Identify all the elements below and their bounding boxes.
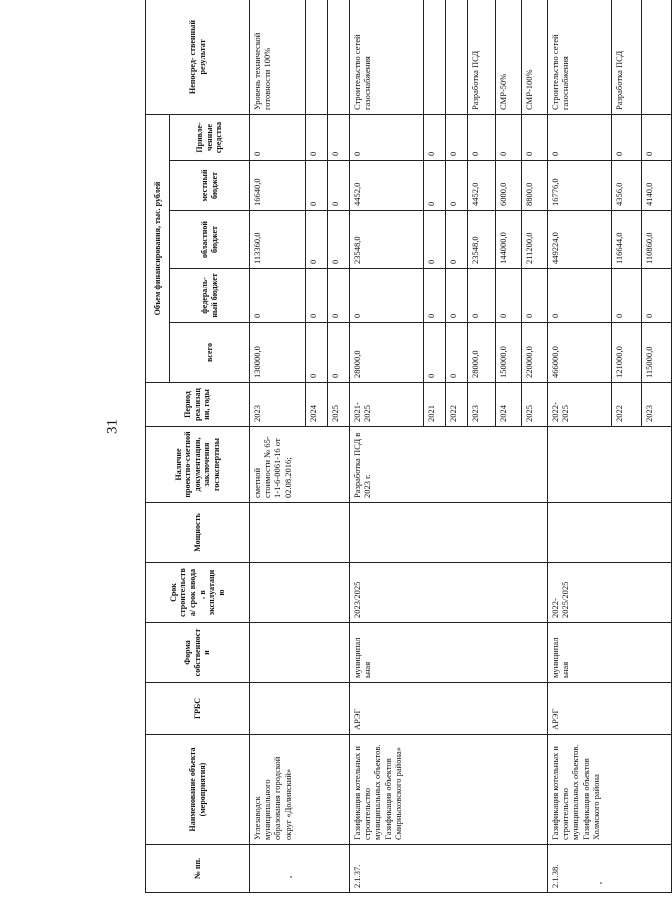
cell-total: 121000,0: [612, 323, 642, 383]
cell-total: 150000,0: [496, 323, 522, 383]
cell-num: 2.1.37.: [350, 845, 548, 893]
page-number: 31: [104, 419, 121, 434]
cell-period: 2025: [328, 383, 350, 427]
cell-federal: 0: [612, 269, 642, 323]
header-name: Наименование объекта (мероприятия): [146, 735, 250, 845]
header-total: всего: [170, 323, 250, 383]
table-body: [250, 0, 672, 893]
table-row: [548, 0, 612, 893]
cell-federal: 0: [522, 269, 548, 323]
cell-federal: 0: [446, 269, 468, 323]
cell-period: 2021: [424, 383, 446, 427]
header-local: местный бюджет: [170, 161, 250, 211]
cell-regional: 449224,0: [548, 211, 612, 269]
cell-period: 2024: [496, 383, 522, 427]
rotated-table-container: [145, 0, 654, 893]
cell-local: 0: [424, 161, 446, 211]
cell-period: 2021-2025: [350, 383, 424, 427]
header-construction-period: Срок строительства/ срок ввода в эксплуатацию: [146, 563, 250, 623]
cell-local: 4140,0: [642, 161, 672, 211]
cell-result: СМР-50%: [496, 0, 522, 114]
cell-local: 4452,0: [350, 161, 424, 211]
cell-result: Разработка ПСД: [468, 0, 496, 114]
header-federal: федераль- ный бюджет: [170, 269, 250, 323]
cell-period: 2023: [468, 383, 496, 427]
header-grbs: ГРБС: [146, 683, 250, 735]
cell-private: 0: [424, 114, 446, 160]
header-period: Период реализации, годы: [146, 383, 250, 427]
funding-table: [145, 0, 672, 893]
cell-period: 2023: [642, 383, 672, 427]
scan-speck: [290, 876, 292, 878]
table-row: [250, 0, 306, 893]
header-num: № пп.: [146, 845, 250, 893]
table-row: [350, 0, 424, 893]
cell-local: 16776,0: [548, 161, 612, 211]
cell-name: Газификация котельных и строительство муниципальных объектов. Газификация объектов Холмского района: [548, 735, 672, 845]
cell-period: 2022: [612, 383, 642, 427]
cell-name: Углезаводск муниципального образования городской округ «Долинский»: [250, 735, 350, 845]
cell-total: 130000,0: [250, 323, 306, 383]
cell-period: 2023: [250, 383, 306, 427]
header-ownership: Форма собственности: [146, 623, 250, 683]
cell-construction-period: 2022-2025/2025: [548, 563, 672, 623]
cell-private: 0: [250, 114, 306, 160]
cell-num: [250, 845, 350, 893]
cell-total: 220000,0: [522, 323, 548, 383]
cell-private: 0: [446, 114, 468, 160]
cell-regional: 116644,0: [612, 211, 642, 269]
cell-regional: 0: [328, 211, 350, 269]
cell-regional: 0: [306, 211, 328, 269]
cell-total: 0: [446, 323, 468, 383]
header-psd: Наличие проектно-сметной документации, заключения госэкспертизы: [146, 427, 250, 503]
cell-grbs: АРЭГ: [548, 683, 672, 735]
cell-regional: 0: [446, 211, 468, 269]
cell-construction-period: [250, 563, 350, 623]
cell-local: 16640,0: [250, 161, 306, 211]
cell-psd: сметной стоимости № 65-1-1-6-0061-16 от 02.08.2016;: [250, 427, 350, 503]
cell-regional: 144000,0: [496, 211, 522, 269]
cell-period: 2022-2025: [548, 383, 612, 427]
cell-period: 2024: [306, 383, 328, 427]
header-capacity: Мощность: [146, 503, 250, 563]
cell-federal: 0: [328, 269, 350, 323]
cell-federal: 0: [424, 269, 446, 323]
cell-federal: 0: [496, 269, 522, 323]
cell-private: 0: [468, 114, 496, 160]
cell-local: 4356,0: [612, 161, 642, 211]
cell-local: 0: [306, 161, 328, 211]
cell-period: 2025: [522, 383, 548, 427]
cell-total: 0: [328, 323, 350, 383]
cell-grbs: АРЭГ: [350, 683, 548, 735]
cell-grbs: [250, 683, 350, 735]
cell-regional: 0: [424, 211, 446, 269]
cell-federal: 0: [250, 269, 306, 323]
cell-total: 28000,0: [468, 323, 496, 383]
cell-private: 0: [306, 114, 328, 160]
cell-name: Газификация котельных и строительство муниципальных объектов. Газификация объектов Смирныховского района»: [350, 735, 548, 845]
cell-result: Строительство сетей газоснабжения: [350, 0, 424, 114]
cell-ownership: муниципал ьная: [548, 623, 672, 683]
cell-construction-period: 2023/2025: [350, 563, 548, 623]
cell-private: 0: [328, 114, 350, 160]
cell-result: Разработка ПСД: [612, 0, 642, 114]
cell-total: 0: [424, 323, 446, 383]
cell-local: 0: [446, 161, 468, 211]
cell-total: 28000,0: [350, 323, 424, 383]
cell-capacity: [548, 503, 672, 563]
cell-capacity: [250, 503, 350, 563]
cell-regional: 23548,0: [468, 211, 496, 269]
cell-result: [424, 0, 446, 114]
cell-total: 115000,0: [642, 323, 672, 383]
cell-result: [446, 0, 468, 114]
cell-federal: 0: [468, 269, 496, 323]
cell-num: 2.1.38.: [548, 845, 672, 893]
cell-ownership: [250, 623, 350, 683]
scan-speck: [203, 597, 205, 599]
cell-ownership: муниципал ьная: [350, 623, 548, 683]
scan-speck: [600, 882, 602, 884]
cell-federal: 0: [548, 269, 612, 323]
cell-period: 2022: [446, 383, 468, 427]
cell-result: Строительство сетей газоснабжения: [548, 0, 612, 114]
cell-local: 4452,0: [468, 161, 496, 211]
cell-federal: 0: [350, 269, 424, 323]
cell-private: 0: [522, 114, 548, 160]
cell-private: 0: [548, 114, 612, 160]
cell-capacity: [350, 503, 548, 563]
cell-result: СМР-100%: [522, 0, 548, 114]
cell-local: 6000,0: [496, 161, 522, 211]
cell-private: 0: [612, 114, 642, 160]
cell-federal: 0: [306, 269, 328, 323]
cell-federal: 0: [642, 269, 672, 323]
cell-regional: 113360,0: [250, 211, 306, 269]
cell-private: 0: [496, 114, 522, 160]
cell-result: Уровень технической готовности 100%: [250, 0, 306, 114]
cell-psd: [548, 427, 672, 503]
cell-result: [642, 0, 672, 114]
header-funding-group: Объем финансирования, тыс. рублей: [146, 114, 170, 382]
cell-total: 466000,0: [548, 323, 612, 383]
cell-result: [328, 0, 350, 114]
header-regional: областной бюджет: [170, 211, 250, 269]
header-private: Привле- ченные средства: [170, 114, 250, 160]
cell-local: 8800,0: [522, 161, 548, 211]
cell-regional: 23548,0: [350, 211, 424, 269]
cell-regional: 110860,0: [642, 211, 672, 269]
cell-local: 0: [328, 161, 350, 211]
cell-total: 0: [306, 323, 328, 383]
cell-private: 0: [350, 114, 424, 160]
cell-result: [306, 0, 328, 114]
cell-psd: Разработка ПСД в 2023 г.: [350, 427, 548, 503]
header-result: Непосред- ственный результат: [146, 0, 250, 114]
cell-private: 0: [642, 114, 672, 160]
cell-regional: 211200,0: [522, 211, 548, 269]
